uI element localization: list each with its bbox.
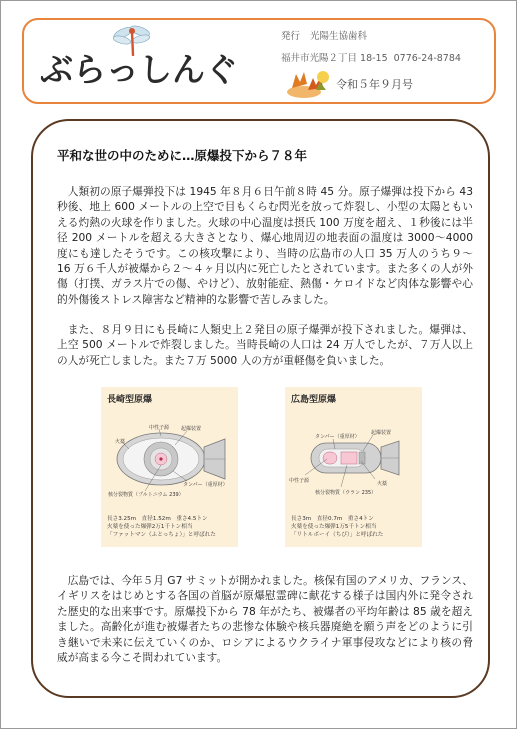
hiroshima-bomb-figure (285, 387, 422, 547)
publisher-line (281, 28, 377, 42)
phone-number: 0776-24-8784 (393, 53, 461, 64)
article-paragraph-2: また、８月９日にも長崎に人類史上２発目の原子爆弾が投下されました。爆弾は、上空 500 メートルで炸裂しました。当時長崎の人口は 24 万人でしたが、７万人以上の人が死亡しました。また７万 5000 人の方が重軽傷を負いました。 (57, 323, 473, 367)
figure-title: 広島型原爆 (291, 395, 337, 405)
label-explosive: 火薬 (377, 481, 388, 487)
article-paragraph-1: 人類初の原子爆弾投下は 1945 年８月６日午前８時 45 分。原子爆弾は投下から 43 秒後、地上 600 メートルの上空で目もくらむ閃光を放って炸裂し、小型の太陽ともいえる灼熱の火球を作りました。火球の中心温度は摂氏 100 万度を超え、１秒後には半径 200 メートルを超える大きさとなり、爆心地周辺の地表面の温度は 3000〜4000 度にも達したそうです。この核攻撃により、当時の広島市の人口 35 万人のうち９〜16 万６千人が被爆から２〜４ヶ月以内に死亡したとされています。また多くの人が外傷（打撲、ガラス片での傷、やけど）、放射能症、熱傷・ケロイドなど肉体な影響や心的外傷後ストレス障害など精神的な影響で苦しみました。 (57, 185, 473, 306)
label-tamper: タンパー（重厚材） (315, 434, 360, 440)
address-line (281, 50, 467, 64)
label-fissile-core: 核分裂物質（ウラン 235） (315, 490, 377, 496)
label-fissile-core: 核分裂物質（プルトニウム 239） (108, 492, 184, 498)
label-detonator: 起爆装置 (371, 430, 392, 436)
label-tamper: タンパー（重厚材） (183, 482, 228, 488)
article-paragraph-3: 広島では、今年５月 G7 サミットが開かれました。核保有国のアメリカ、フランス、イギリスをはじめとする各国の首脳が原爆慰霊碑に献花する様子は国内外に発令された歴史的な出来事です。原爆投下から 78 年がたち、被爆者の平均年齢は 85 歳を超えました。高齢化が進む被爆者たちの悲惨な体験や核兵器廃絶を願う声をどのように引き継いで未来に伝えていくのか、ロシアによるウクライナ軍事侵攻などにより核の脅威が高まる今こそ問われています。 (57, 574, 473, 665)
article-title: 平和な世の中のために…原爆投下から７８年 (57, 148, 308, 163)
spec-line: 長さ3.25m 直径1.52m 重さ4.5トン (107, 516, 208, 522)
label-explosive: 火薬 (115, 439, 126, 445)
label-detonator: 起爆装置 (181, 426, 202, 432)
spec-line: 長さ3m 直径0.7m 重さ4トン (291, 516, 374, 522)
newsletter-masthead: ぶらっしんぐ (40, 50, 238, 89)
spec-line: 火薬を使った爆弾2万1千トン相当 (107, 524, 193, 530)
spec-line: 火薬を使った爆弾1万5千トン相当 (291, 524, 377, 530)
figure-title: 長崎型原爆 (107, 395, 153, 405)
publisher-label: 発行 (281, 31, 301, 42)
address-text: 福井市光陽２丁目 18-15 (281, 53, 388, 64)
publisher-name: 光陽生協歯科 (310, 31, 368, 42)
label-neutron-source: 中性子源 (289, 478, 310, 484)
spec-line: 「ファットマン（ふとっちょ）」と呼ばれた (107, 532, 216, 538)
spec-line: 「リトルボーイ（ちび）」と呼ばれた (291, 532, 384, 538)
label-neutron-source: 中性子源 (149, 425, 170, 431)
issue-date: 令和５年９月号 (336, 78, 413, 91)
autumn-leaves-icon (286, 68, 332, 100)
nagasaki-bomb-figure (101, 387, 238, 547)
